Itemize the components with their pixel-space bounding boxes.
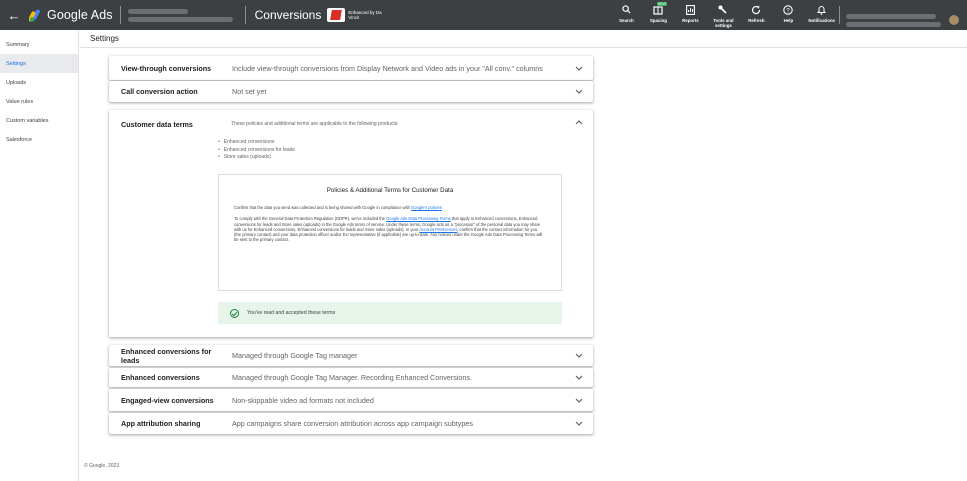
setting-value: Non-skippable video ad formats not included [232, 395, 374, 405]
setting-row-app-attribution[interactable] [109, 413, 593, 434]
help-icon [783, 5, 793, 16]
accepted-text: You've read and accepted these terms [247, 310, 336, 316]
new-badge: NEW [657, 2, 666, 6]
customer-data-terms-panel [109, 110, 593, 337]
divider [120, 6, 121, 24]
setting-row-view-through[interactable] [109, 56, 593, 80]
setting-row-engaged-view[interactable] [109, 389, 593, 411]
chevron-down-icon[interactable] [575, 421, 583, 426]
product-list [218, 139, 295, 162]
setting-label: Engaged-view conversions [121, 395, 214, 405]
avatar[interactable] [949, 15, 959, 25]
search-icon [622, 5, 631, 16]
chevron-down-icon[interactable] [575, 375, 583, 380]
google-ads-icon [29, 9, 43, 22]
list-item: • Enhanced conversions [218, 139, 295, 147]
google-policies-link[interactable]: Google's policies [411, 205, 442, 210]
chevron-up-icon[interactable] [575, 120, 583, 129]
sidebar-item-custom-variables[interactable]: Custom variables [6, 117, 49, 124]
sidebar-item-settings[interactable]: Settings [0, 54, 78, 73]
setting-label: Enhanced conversions for leads [121, 346, 212, 365]
reports-icon [686, 5, 695, 16]
policy-paragraph: To comply with the General Data Protection Regulation (GDPR), we've included the Google Ads Data Processing Terms that apply to Enhanced conversions, Enhanced conversions for leads and Store sales (uploads) in the Google Ads terms of service. Under these terms, Google acts as a "processor" of the personal data you may share with us for Enhanced conversions, Enhanced conversions for leads and Store sales (uploads). In your Account Preferences, confirm that the contact information for you (the primary contact) and your data protection officer and/or EU representative (if applicable) are up-to-date. Any notices under the Google Ads Data Processing Terms will be sent to the primary contact. [234, 216, 543, 243]
check-circle-icon [230, 309, 239, 318]
setting-value: Managed through Google Tag manager [232, 351, 358, 360]
enhanced-badge [327, 8, 388, 22]
setting-label: Call conversion action [121, 87, 198, 96]
setting-label: Enhanced conversions [121, 373, 200, 382]
help-button[interactable]: ? Help [776, 5, 800, 23]
reports-button[interactable]: Reports [678, 5, 702, 23]
davinci-icon [327, 8, 345, 22]
user-account-info[interactable] [846, 14, 941, 27]
chevron-down-icon[interactable] [575, 89, 583, 94]
policy-paragraph: Confirm that the data you send was collected and is being shared with Google in compliance with Google's policies [234, 205, 442, 210]
spacing-icon [653, 5, 663, 16]
svg-text:?: ? [786, 8, 791, 15]
setting-value: App campaigns share conversion attribution across app campaign subtypes [232, 419, 473, 428]
refresh-button[interactable]: Refresh [744, 5, 768, 23]
top-bar [0, 0, 967, 30]
account-preferences-link[interactable]: Account Preferences [419, 226, 458, 232]
spacing-button[interactable]: NEW Spacing [649, 2, 667, 23]
setting-row-call-conversion[interactable] [109, 81, 593, 102]
setting-value: Not set yet [232, 87, 267, 96]
toolbar [610, 0, 839, 30]
account-selector[interactable] [128, 9, 238, 22]
setting-value: Managed through Google Tag Manager. Recording Enhanced Conversions. [232, 373, 473, 382]
enhanced-by-text: Enhanced by Da Vinci! [348, 10, 382, 20]
setting-label: View-through conversions [121, 63, 212, 73]
sidebar [0, 30, 79, 481]
arrow-back-icon[interactable]: ← [7, 7, 21, 23]
page-title: Conversions [254, 8, 322, 22]
chevron-down-icon[interactable] [575, 398, 583, 403]
policy-box [218, 174, 562, 291]
brand-name: Google Ads [47, 8, 113, 22]
footer-copyright: © Google, 2023. [84, 463, 121, 469]
list-item: • Store sales (uploads) [218, 154, 295, 162]
sidebar-item-value-rules[interactable]: Value rules [6, 98, 34, 105]
chevron-down-icon[interactable] [575, 353, 583, 358]
divider [839, 6, 840, 24]
settings-header [80, 30, 967, 48]
setting-row-enhanced-conversions[interactable] [109, 368, 593, 387]
policy-title: Policies & Additional Terms for Customer Data [326, 187, 454, 194]
sidebar-item-summary[interactable]: Summary [6, 41, 30, 48]
list-item: • Enhanced conversions for leads [218, 147, 295, 155]
page-heading: Settings [90, 34, 119, 43]
divider [245, 6, 246, 24]
data-processing-terms-link[interactable]: Google Ads Data Processing Terms [386, 216, 451, 222]
sidebar-item-uploads[interactable]: Uploads [6, 79, 27, 86]
bell-icon [817, 5, 826, 16]
notifications-button[interactable]: Notifications [808, 5, 835, 23]
wrench-icon [718, 5, 728, 16]
search-button[interactable]: Search [614, 5, 638, 23]
accepted-banner [218, 302, 562, 324]
google-ads-logo[interactable] [29, 8, 113, 22]
setting-label: Customer data terms [121, 120, 193, 129]
terms-intro: These policies and additional terms are applicable to the following products: [231, 121, 399, 127]
setting-row-ec-leads[interactable] [109, 345, 593, 366]
refresh-icon [751, 5, 761, 16]
setting-label: App attribution sharing [121, 419, 201, 428]
tools-settings-button[interactable]: Tools and settings [710, 5, 736, 28]
sidebar-item-salesforce[interactable]: Salesforce [6, 136, 32, 143]
chevron-down-icon[interactable] [575, 66, 583, 71]
setting-value: Include view-through conversions from Display Network and Video ads in your "All conv." columns [232, 63, 543, 73]
